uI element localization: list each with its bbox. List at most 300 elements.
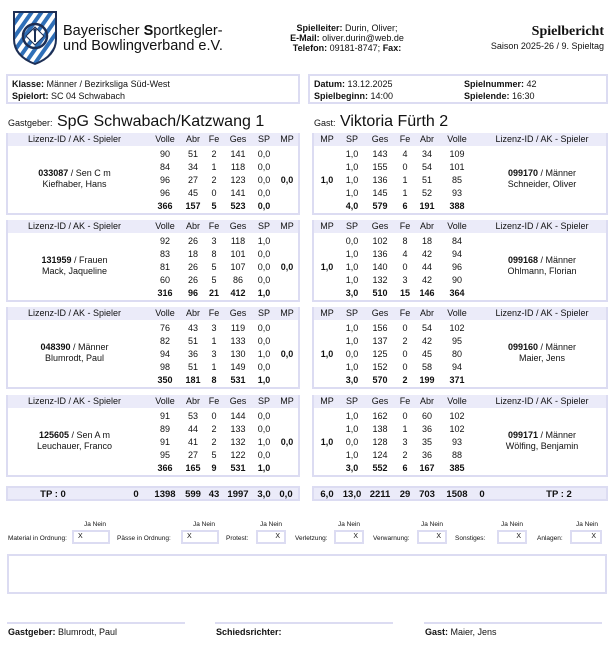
column-header-row bbox=[314, 307, 606, 320]
lane-fe: 0 bbox=[402, 411, 408, 421]
total-sp: 3,0 bbox=[345, 288, 359, 298]
guest-signature: Gast: Maier, Jens bbox=[425, 627, 497, 637]
check-field[interactable] bbox=[334, 530, 364, 544]
column-header-ges: Ges bbox=[229, 221, 247, 231]
license-id: 033087 bbox=[38, 168, 69, 178]
lane-ges: 125 bbox=[372, 349, 388, 359]
lane-ges: 130 bbox=[230, 349, 246, 359]
lane-fe: 1 bbox=[211, 336, 217, 346]
column-header-fe: Fe bbox=[399, 134, 411, 144]
lane-abr: 43 bbox=[187, 323, 198, 333]
lane-ges: 132 bbox=[230, 437, 246, 447]
player-scores bbox=[314, 233, 606, 300]
total-fe: 9 bbox=[211, 463, 217, 473]
match-time-box: Datum: 13.12.2025 Spielbeginn: 14:00 Spielnummer: 42 Spielende: 16:30 bbox=[308, 74, 608, 104]
lane-sp: 1,0 bbox=[257, 437, 271, 447]
lane-fe: 5 bbox=[211, 450, 217, 460]
lane-ges: 141 bbox=[230, 149, 246, 159]
lane-ges: 107 bbox=[230, 262, 246, 272]
lane-ges: 149 bbox=[230, 362, 246, 372]
lane-volle: 85 bbox=[451, 175, 462, 185]
bskv-logo bbox=[12, 9, 58, 65]
total-sp: 1,0 bbox=[257, 288, 271, 298]
guest-player-block bbox=[312, 307, 608, 389]
total-abr: 157 bbox=[185, 201, 201, 211]
player-identity bbox=[474, 430, 610, 452]
check-field[interactable] bbox=[497, 530, 527, 544]
lane-volle: 76 bbox=[159, 323, 170, 333]
total-fe: 8 bbox=[211, 375, 217, 385]
home-signature-line[interactable] bbox=[7, 622, 185, 624]
match-points: 0,0 bbox=[280, 175, 294, 185]
lane-volle: 96 bbox=[159, 188, 170, 198]
lane-abr: 42 bbox=[421, 249, 432, 259]
lane-fe: 0 bbox=[402, 262, 408, 272]
lane-ges: 133 bbox=[230, 336, 246, 346]
column-header-ges: Ges bbox=[371, 221, 389, 231]
total-ges: 579 bbox=[372, 201, 388, 211]
check-mark: X bbox=[275, 533, 280, 540]
lane-ges: 122 bbox=[230, 450, 246, 460]
lane-abr: 54 bbox=[421, 323, 432, 333]
license-id: 099171 bbox=[507, 430, 538, 440]
lane-volle: 84 bbox=[159, 162, 170, 172]
column-header-fe: Fe bbox=[399, 221, 411, 231]
lane-fe: 3 bbox=[402, 437, 408, 447]
column-header-volle: Volle bbox=[155, 134, 175, 144]
lane-fe: 2 bbox=[211, 149, 217, 159]
player-name: Maier, Jens bbox=[518, 353, 566, 363]
column-header-sp: SP bbox=[345, 221, 358, 231]
lane-sp: 0,0 bbox=[257, 424, 271, 434]
lane-abr: 34 bbox=[187, 162, 198, 172]
column-header-player: Lizenz-ID / AK - Spieler bbox=[27, 396, 122, 406]
column-header-row bbox=[8, 395, 298, 408]
check-field[interactable] bbox=[181, 530, 219, 544]
season-info: Saison 2025-26 / 9. Spieltag bbox=[490, 41, 604, 51]
column-header-ges: Ges bbox=[371, 308, 389, 318]
column-header-fe: Fe bbox=[208, 134, 220, 144]
match-points: 0,0 bbox=[280, 349, 294, 359]
lane-sp: 0,0 bbox=[257, 336, 271, 346]
lane-sp: 0,0 bbox=[345, 236, 359, 246]
lane-volle: 96 bbox=[159, 175, 170, 185]
lane-volle: 94 bbox=[451, 362, 462, 372]
home-team-title: Gastgeber: SpG Schwabach/Katzwang 1 bbox=[8, 113, 265, 130]
total-sp: 4,0 bbox=[345, 201, 359, 211]
ja-nein-header: Ja Nein bbox=[193, 521, 216, 528]
lane-sp: 1,0 bbox=[345, 162, 359, 172]
total-volle: 385 bbox=[449, 463, 465, 473]
age-class: / Männer bbox=[70, 342, 109, 352]
check-mark: X bbox=[78, 533, 83, 540]
total-fe: 2 bbox=[402, 375, 408, 385]
lane-volle: 95 bbox=[451, 336, 462, 346]
player-identity bbox=[8, 168, 141, 190]
lane-ges: 138 bbox=[372, 424, 388, 434]
total-abr: 181 bbox=[185, 375, 201, 385]
lane-ges: 118 bbox=[230, 162, 246, 172]
check-mark: X bbox=[516, 533, 521, 540]
lane-abr: 27 bbox=[187, 175, 198, 185]
lane-volle: 102 bbox=[449, 323, 465, 333]
lane-abr: 18 bbox=[421, 236, 432, 246]
lane-volle: 92 bbox=[159, 236, 170, 246]
total-abr: 165 bbox=[185, 463, 201, 473]
total-ges: 510 bbox=[372, 288, 388, 298]
total-abr: 199 bbox=[419, 375, 435, 385]
lane-ges: 128 bbox=[372, 437, 388, 447]
check-mark: X bbox=[591, 533, 596, 540]
age-class: / Sen C m bbox=[68, 168, 111, 178]
home-player-block bbox=[6, 307, 300, 389]
home-signature: Gastgeber: Blumrodt, Paul bbox=[8, 627, 118, 637]
column-header-fe: Fe bbox=[208, 396, 220, 406]
lane-fe: 2 bbox=[211, 437, 217, 447]
column-header-mp: MP bbox=[280, 134, 294, 144]
column-header-ges: Ges bbox=[371, 396, 389, 406]
lane-ges: 123 bbox=[230, 175, 246, 185]
lane-sp: 1,0 bbox=[345, 411, 359, 421]
lane-abr: 53 bbox=[187, 411, 198, 421]
age-class: / Männer bbox=[538, 342, 577, 352]
column-header-fe: Fe bbox=[399, 396, 411, 406]
total-sp: 3,0 bbox=[345, 375, 359, 385]
lane-sp: 0,0 bbox=[257, 411, 271, 421]
column-header-volle: Volle bbox=[155, 221, 175, 231]
lane-abr: 44 bbox=[187, 424, 198, 434]
player-identity bbox=[474, 342, 610, 364]
lane-abr: 36 bbox=[421, 450, 432, 460]
lane-ges: 162 bbox=[372, 411, 388, 421]
total-fe: 15 bbox=[399, 288, 410, 298]
check-field[interactable] bbox=[72, 530, 110, 544]
total-volle: 316 bbox=[157, 288, 173, 298]
total-ges: 531 bbox=[230, 375, 246, 385]
match-points: 1,0 bbox=[320, 262, 334, 272]
lane-abr: 26 bbox=[187, 236, 198, 246]
column-header-row bbox=[8, 307, 298, 320]
lane-volle: 82 bbox=[159, 336, 170, 346]
lane-volle: 88 bbox=[451, 450, 462, 460]
home-player-block bbox=[6, 220, 300, 302]
column-header-mp: MP bbox=[280, 396, 294, 406]
guest-signature-line[interactable] bbox=[424, 622, 602, 624]
match-points: 1,0 bbox=[320, 349, 334, 359]
lane-volle: 93 bbox=[451, 437, 462, 447]
check-field[interactable] bbox=[417, 530, 447, 544]
column-header-fe: Fe bbox=[399, 308, 411, 318]
column-header-row bbox=[314, 395, 606, 408]
lane-ges: 152 bbox=[372, 362, 388, 372]
lane-volle: 95 bbox=[159, 450, 170, 460]
license-id: 099170 bbox=[507, 168, 538, 178]
home-team-points: TP : 0 bbox=[40, 489, 66, 500]
lane-volle: 94 bbox=[451, 249, 462, 259]
player-scores bbox=[314, 408, 606, 475]
lane-fe: 8 bbox=[211, 249, 217, 259]
lane-abr: 36 bbox=[187, 349, 198, 359]
lane-sp: 0,0 bbox=[257, 162, 271, 172]
match-points: 0,0 bbox=[280, 262, 294, 272]
check-label: Material in Ordnung: bbox=[8, 535, 67, 542]
lane-volle: 94 bbox=[159, 349, 170, 359]
check-field[interactable] bbox=[256, 530, 286, 544]
license-id: 048390 bbox=[40, 342, 71, 352]
player-scores bbox=[314, 146, 606, 213]
ja-nein-header: Ja Nein bbox=[421, 521, 444, 528]
lane-fe: 1 bbox=[402, 188, 408, 198]
lane-ges: 101 bbox=[230, 249, 246, 259]
player-name: Ohlmann, Florian bbox=[507, 266, 577, 276]
report-title-block bbox=[491, 24, 604, 51]
lane-sp: 1,0 bbox=[345, 336, 359, 346]
column-header-row bbox=[314, 133, 606, 146]
column-header-player: Lizenz-ID / AK - Spieler bbox=[495, 308, 589, 318]
player-name: Blumrodt, Paul bbox=[44, 353, 105, 363]
total-volle: 364 bbox=[449, 288, 465, 298]
lane-volle: 89 bbox=[159, 424, 170, 434]
total-volle: 371 bbox=[449, 375, 465, 385]
check-label: Verwarnung: bbox=[373, 535, 410, 542]
lane-ges: 155 bbox=[372, 162, 388, 172]
lane-sp: 1,0 bbox=[345, 424, 359, 434]
license-id: 099160 bbox=[507, 342, 538, 352]
lane-sp: 0,0 bbox=[257, 262, 271, 272]
column-header-row bbox=[8, 220, 298, 233]
lane-ges: 136 bbox=[372, 175, 388, 185]
lane-abr: 58 bbox=[421, 362, 432, 372]
column-header-player: Lizenz-ID / AK - Spieler bbox=[27, 134, 122, 144]
total-ges: 552 bbox=[372, 463, 388, 473]
lane-ges: 143 bbox=[372, 149, 388, 159]
lane-abr: 18 bbox=[187, 249, 198, 259]
lane-sp: 1,0 bbox=[345, 450, 359, 460]
total-ges: 531 bbox=[230, 463, 246, 473]
ja-nein-header: Ja Nein bbox=[84, 521, 107, 528]
player-identity bbox=[8, 255, 141, 277]
license-id: 099168 bbox=[507, 255, 538, 265]
column-header-ges: Ges bbox=[229, 308, 247, 318]
lane-fe: 1 bbox=[211, 362, 217, 372]
lane-abr: 51 bbox=[421, 175, 432, 185]
lane-fe: 2 bbox=[402, 450, 408, 460]
lane-ges: 141 bbox=[230, 188, 246, 198]
guest-totals-row: 6,0 13,0 2211 29 703 1508 0 TP : 2 bbox=[312, 486, 608, 501]
lane-abr: 42 bbox=[421, 336, 432, 346]
column-header-player: Lizenz-ID / AK - Spieler bbox=[27, 308, 122, 318]
report-title: Spielbericht bbox=[531, 24, 604, 39]
referee-signature-line[interactable] bbox=[215, 622, 393, 624]
lane-abr: 51 bbox=[187, 362, 198, 372]
league-leader-contact: Spielleiter: Durin, Oliver; E-Mail: oliver.durin@web.de Telefon: 09181-8747; Fax: bbox=[290, 23, 404, 53]
check-field[interactable] bbox=[570, 530, 602, 544]
lane-sp: 0,0 bbox=[257, 362, 271, 372]
lane-volle: 91 bbox=[159, 411, 170, 421]
check-mark: X bbox=[187, 533, 192, 540]
remarks-field[interactable] bbox=[7, 554, 607, 594]
lane-volle: 96 bbox=[451, 262, 462, 272]
total-abr: 96 bbox=[187, 288, 198, 298]
lane-abr: 45 bbox=[421, 349, 432, 359]
lane-fe: 0 bbox=[402, 162, 408, 172]
license-id: 125605 bbox=[38, 430, 69, 440]
lane-fe: 3 bbox=[211, 349, 217, 359]
column-header-abr: Abr bbox=[419, 308, 434, 318]
lane-fe: 0 bbox=[402, 323, 408, 333]
lane-volle: 102 bbox=[449, 424, 465, 434]
total-sp: 1,0 bbox=[257, 463, 271, 473]
lane-volle: 98 bbox=[159, 362, 170, 372]
lane-sp: 0,0 bbox=[257, 275, 271, 285]
column-header-mp: MP bbox=[320, 396, 334, 406]
column-header-sp: SP bbox=[345, 308, 358, 318]
lane-ges: 144 bbox=[230, 411, 246, 421]
column-header-volle: Volle bbox=[447, 134, 467, 144]
ja-nein-header: Ja Nein bbox=[260, 521, 283, 528]
column-header-volle: Volle bbox=[155, 396, 175, 406]
lane-fe: 0 bbox=[402, 349, 408, 359]
lane-volle: 90 bbox=[451, 275, 462, 285]
column-header-ges: Ges bbox=[229, 396, 247, 406]
lane-ges: 119 bbox=[230, 323, 246, 333]
lane-sp: 0,0 bbox=[257, 188, 271, 198]
lane-sp: 0,0 bbox=[257, 450, 271, 460]
column-header-sp: SP bbox=[345, 396, 358, 406]
lane-volle: 83 bbox=[159, 249, 170, 259]
check-label: Pässe in Ordnung: bbox=[117, 535, 171, 542]
lane-volle: 60 bbox=[159, 275, 170, 285]
lane-sp: 1,0 bbox=[257, 349, 271, 359]
lane-volle: 90 bbox=[159, 149, 170, 159]
lane-fe: 8 bbox=[402, 236, 408, 246]
total-ges: 523 bbox=[230, 201, 246, 211]
column-header-volle: Volle bbox=[155, 308, 175, 318]
lane-fe: 2 bbox=[211, 424, 217, 434]
age-class: / Sen A m bbox=[69, 430, 111, 440]
lane-sp: 0,0 bbox=[257, 175, 271, 185]
total-sp: 0,0 bbox=[257, 201, 271, 211]
lane-sp: 0,0 bbox=[257, 249, 271, 259]
lane-abr: 26 bbox=[187, 275, 198, 285]
lane-fe: 0 bbox=[211, 188, 217, 198]
lane-volle: 93 bbox=[451, 188, 462, 198]
lane-sp: 0,0 bbox=[345, 437, 359, 447]
lane-abr: 45 bbox=[187, 188, 198, 198]
lane-sp: 0,0 bbox=[257, 323, 271, 333]
lane-ges: 86 bbox=[232, 275, 243, 285]
column-header-volle: Volle bbox=[447, 308, 467, 318]
age-class: / Männer bbox=[538, 168, 577, 178]
lane-volle: 102 bbox=[449, 411, 465, 421]
lane-fe: 5 bbox=[211, 275, 217, 285]
age-class: / Männer bbox=[538, 255, 577, 265]
column-header-sp: SP bbox=[257, 221, 270, 231]
lane-sp: 1,0 bbox=[345, 175, 359, 185]
lane-abr: 60 bbox=[421, 411, 432, 421]
column-header-player: Lizenz-ID / AK - Spieler bbox=[27, 221, 122, 231]
lane-abr: 26 bbox=[187, 262, 198, 272]
lane-ges: 136 bbox=[372, 249, 388, 259]
player-identity bbox=[8, 342, 141, 364]
player-name: Kiefhaber, Hans bbox=[42, 179, 107, 189]
lane-ges: 137 bbox=[372, 336, 388, 346]
lane-fe: 0 bbox=[402, 362, 408, 372]
column-header-mp: MP bbox=[320, 134, 334, 144]
player-name: Mack, Jaqueline bbox=[41, 266, 108, 276]
lane-fe: 2 bbox=[211, 175, 217, 185]
lane-abr: 51 bbox=[187, 336, 198, 346]
lane-abr: 44 bbox=[421, 262, 432, 272]
total-volle: 366 bbox=[157, 201, 173, 211]
match-points: 0,0 bbox=[280, 437, 294, 447]
match-points: 1,0 bbox=[320, 437, 334, 447]
lane-abr: 35 bbox=[421, 437, 432, 447]
total-volle: 350 bbox=[157, 375, 173, 385]
age-class: / Männer bbox=[538, 430, 577, 440]
lane-abr: 34 bbox=[421, 149, 432, 159]
total-fe: 5 bbox=[211, 201, 217, 211]
lane-fe: 1 bbox=[402, 175, 408, 185]
lane-abr: 54 bbox=[421, 162, 432, 172]
player-identity bbox=[474, 255, 610, 277]
lane-sp: 1,0 bbox=[345, 362, 359, 372]
guest-team-points: TP : 2 bbox=[546, 489, 572, 500]
lane-sp: 1,0 bbox=[257, 236, 271, 246]
organization-name: Bayerischer Sportkegler- und Bowlingverband e.V. bbox=[63, 23, 223, 54]
lane-volle: 91 bbox=[159, 437, 170, 447]
lane-ges: 145 bbox=[372, 188, 388, 198]
total-ges: 570 bbox=[372, 375, 388, 385]
lane-fe: 3 bbox=[211, 236, 217, 246]
guest-player-block bbox=[312, 133, 608, 215]
lane-abr: 27 bbox=[187, 450, 198, 460]
license-id: 131959 bbox=[41, 255, 72, 265]
lane-ges: 102 bbox=[372, 236, 388, 246]
check-mark: X bbox=[353, 533, 358, 540]
lane-sp: 1,0 bbox=[345, 188, 359, 198]
column-header-player: Lizenz-ID / AK - Spieler bbox=[495, 221, 589, 231]
lane-volle: 80 bbox=[451, 349, 462, 359]
player-name: Schneider, Oliver bbox=[507, 179, 577, 189]
player-scores bbox=[314, 320, 606, 387]
age-class: / Frauen bbox=[71, 255, 108, 265]
check-label: Sonstiges: bbox=[455, 535, 486, 542]
lane-ges: 118 bbox=[230, 236, 246, 246]
referee-signature: Schiedsrichter: bbox=[216, 627, 282, 637]
player-identity bbox=[474, 168, 610, 190]
lane-sp: 1,0 bbox=[345, 323, 359, 333]
lane-abr: 52 bbox=[421, 188, 432, 198]
player-name: Wölfing, Benjamin bbox=[505, 441, 579, 451]
total-volle: 366 bbox=[157, 463, 173, 473]
total-fe: 6 bbox=[402, 201, 408, 211]
total-fe: 21 bbox=[208, 288, 219, 298]
lane-sp: 1,0 bbox=[345, 149, 359, 159]
column-header-sp: SP bbox=[257, 308, 270, 318]
match-class-box: Klasse: Männer / Bezirksliga Süd-West Spielort: SC 04 Schwabach bbox=[6, 74, 300, 104]
column-header-fe: Fe bbox=[208, 221, 220, 231]
player-name: Leuchauer, Franco bbox=[36, 441, 113, 451]
column-header-row bbox=[314, 220, 606, 233]
lane-fe: 2 bbox=[402, 336, 408, 346]
column-header-abr: Abr bbox=[419, 221, 434, 231]
column-header-abr: Abr bbox=[419, 396, 434, 406]
column-header-abr: Abr bbox=[185, 308, 200, 318]
lane-fe: 1 bbox=[211, 162, 217, 172]
column-header-ges: Ges bbox=[371, 134, 389, 144]
lane-fe: 3 bbox=[402, 275, 408, 285]
